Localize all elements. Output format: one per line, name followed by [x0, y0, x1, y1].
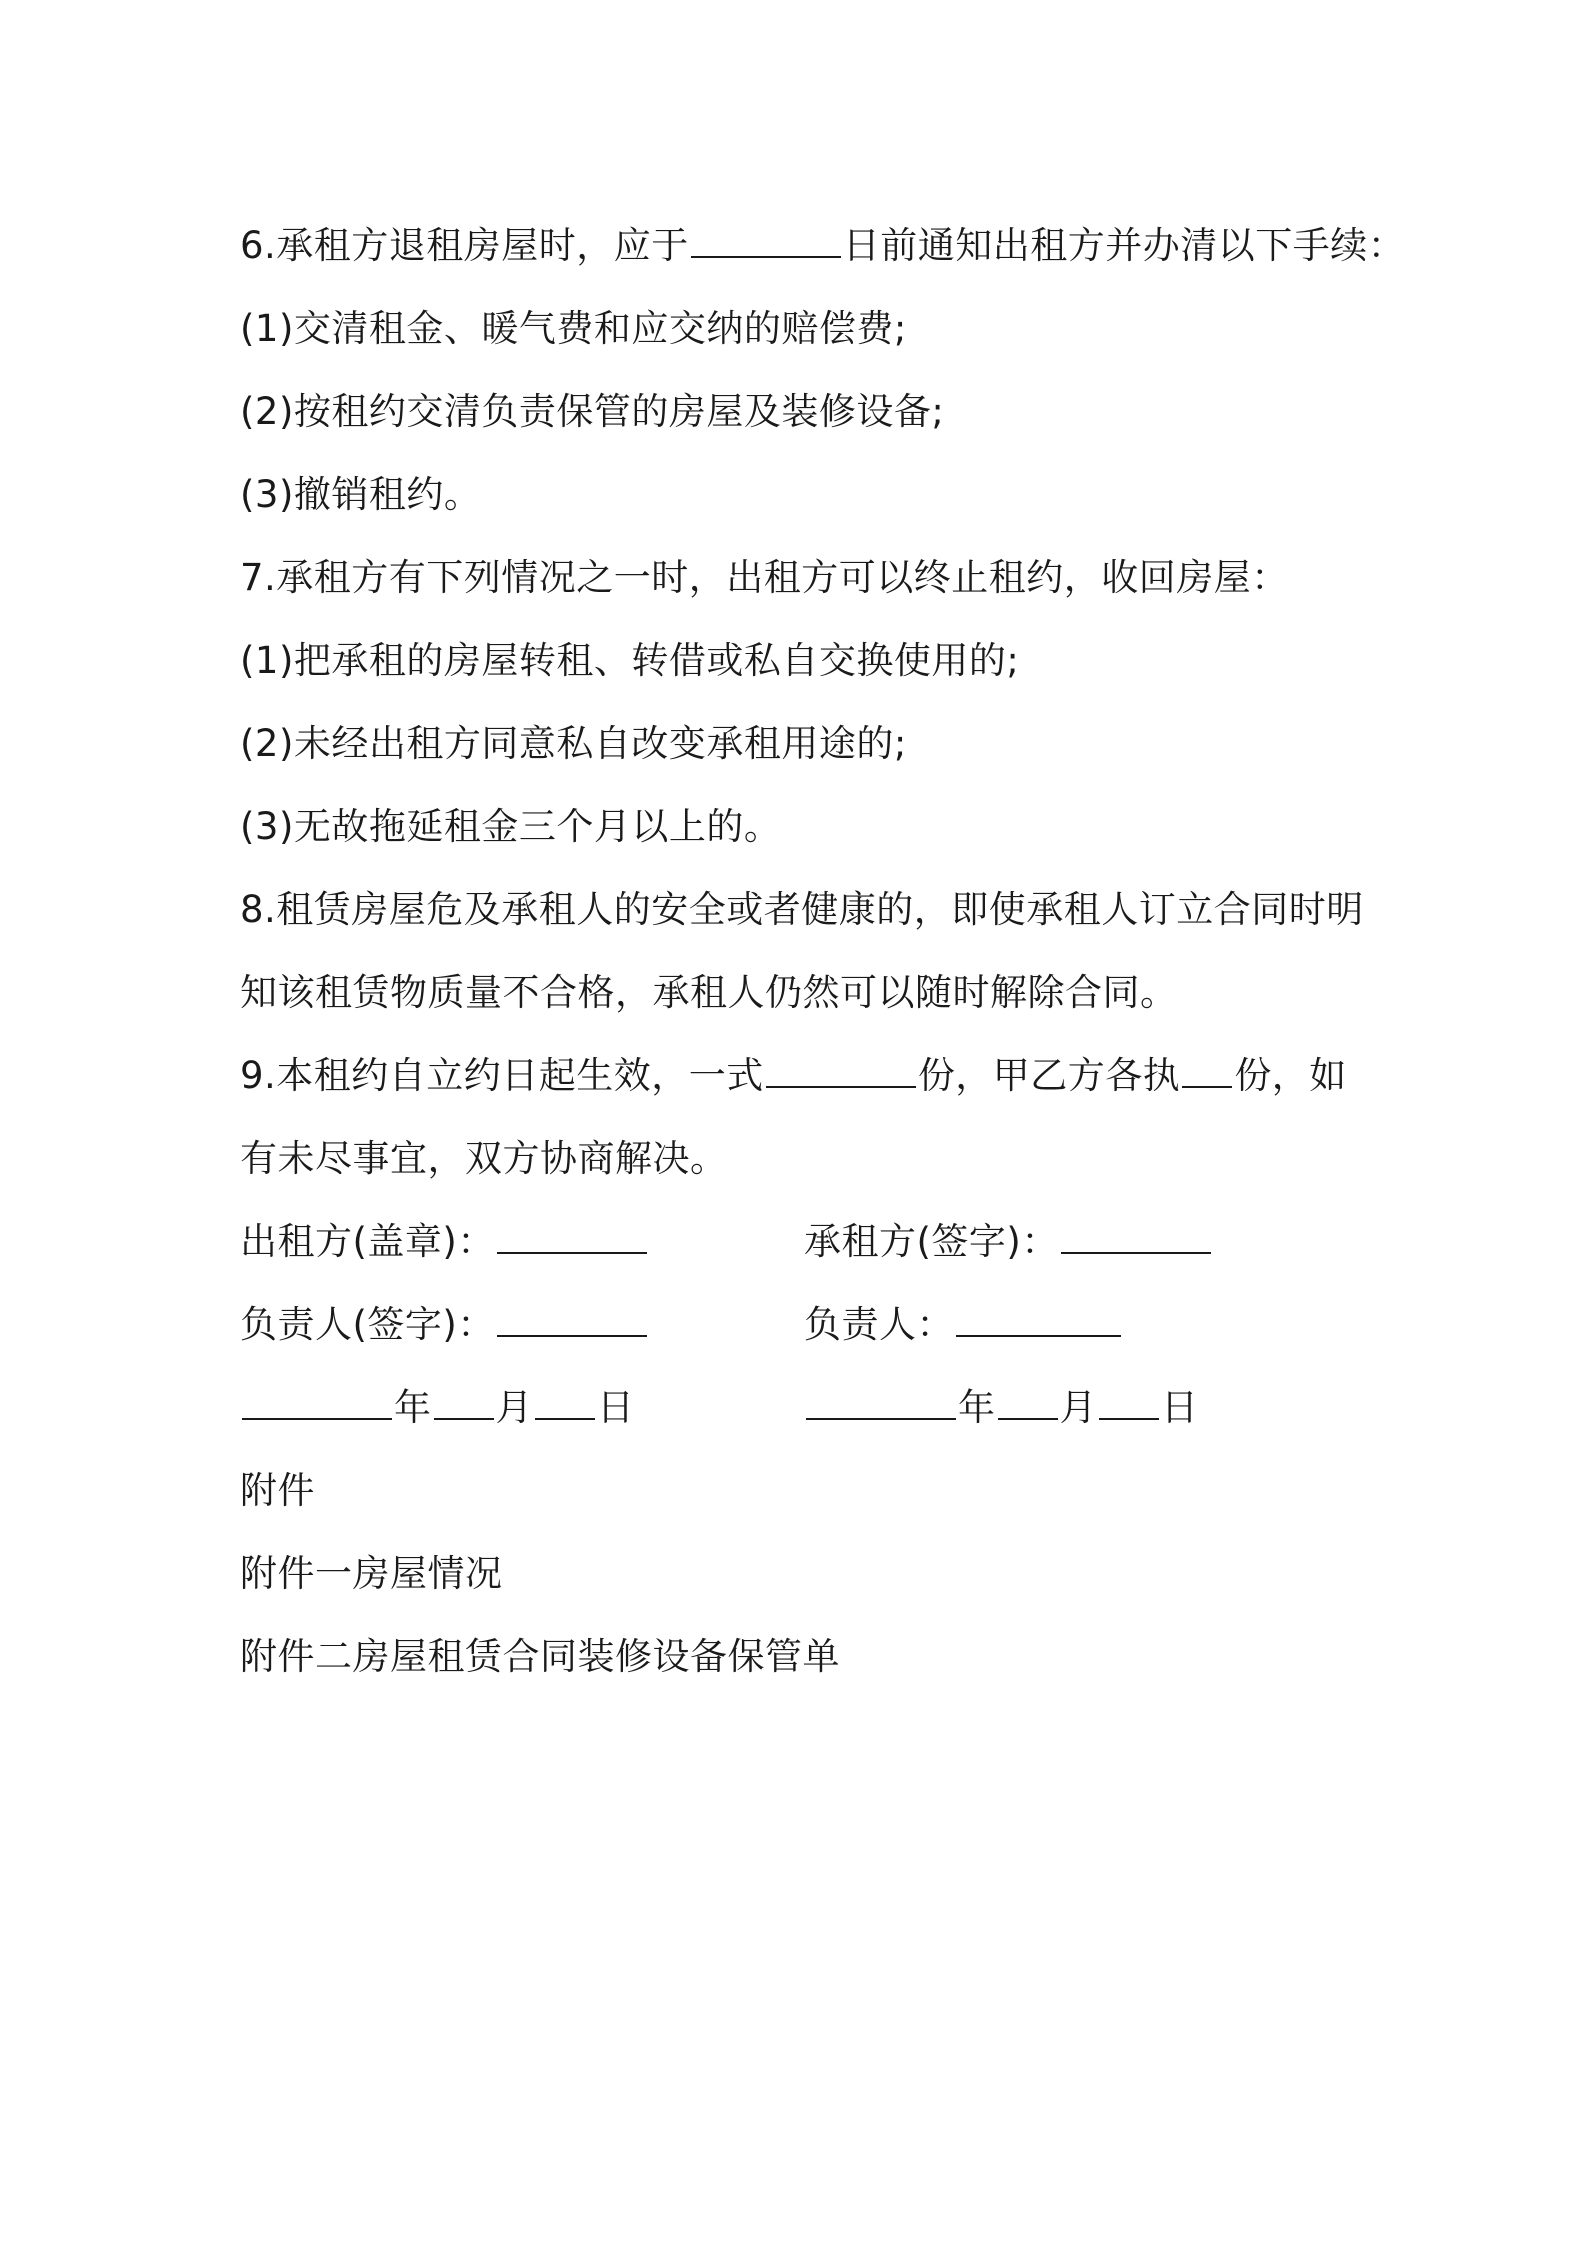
clause-6	[240, 204, 1406, 287]
clause-6-item-2: (2)按租约交清负责保管的房屋及装修设备;	[240, 390, 945, 433]
lessor-month-label: 月	[495, 1386, 533, 1429]
lessor-seal-field	[240, 1200, 649, 1283]
contract-page	[240, 204, 1406, 1698]
signature-row-1	[240, 1200, 1360, 1283]
lessor-day-label: 日	[597, 1386, 635, 1429]
lessee-rep-field	[804, 1283, 1123, 1366]
clause-9	[240, 1034, 1360, 1117]
clause-6-tail: 日前通知出租方并办清以下手续：	[842, 224, 1406, 267]
clause-7: 7.承租方有下列情况之一时，出租方可以终止租约，收回房屋：	[240, 556, 1289, 599]
lessor-seal-blank	[497, 1210, 647, 1254]
clause-7-item-2: (2)未经出租方同意私自改变承租用途的;	[240, 722, 907, 765]
lessee-rep-blank	[956, 1293, 1121, 1337]
clause-6-item-3: (3)撤销租约。	[240, 473, 482, 516]
clause-9-part-1: 9.本租约自立约日起生效，一式	[240, 1054, 764, 1097]
lessee-day-label: 日	[1161, 1386, 1199, 1429]
attachment-2: 附件二房屋租赁合同装修设备保管单	[240, 1635, 840, 1678]
lessor-year-blank	[242, 1376, 392, 1420]
clause-9-part-3: 份，如	[1234, 1054, 1347, 1097]
lessor-date	[240, 1366, 635, 1449]
lessee-rep-label: 负责人：	[804, 1303, 954, 1346]
attachments-heading: 附件	[240, 1469, 315, 1512]
notice-days-blank	[691, 214, 841, 258]
copies-each-blank	[1182, 1044, 1232, 1088]
lessee-year-blank	[806, 1376, 956, 1420]
lessee-date	[804, 1366, 1199, 1449]
lessor-day-blank	[535, 1376, 595, 1420]
clause-7-item-3: (3)无故拖延租金三个月以上的。	[240, 805, 782, 848]
lessor-rep-label: 负责人(签字)：	[240, 1303, 495, 1346]
clause-8-line-1: 8.租赁房屋危及承租人的安全或者健康的，即使承租人订立合同时明	[240, 888, 1364, 931]
lessee-year-label: 年	[958, 1386, 996, 1429]
clause-6-item-1: (1)交清租金、暖气费和应交纳的赔偿费;	[240, 307, 907, 350]
clause-9-part-2: 份，甲乙方各执	[917, 1054, 1181, 1097]
lessor-seal-label: 出租方(盖章)：	[240, 1220, 495, 1263]
signature-row-2	[240, 1283, 1360, 1366]
date-row	[240, 1366, 1360, 1449]
lessee-sign-label: 承租方(签字)：	[804, 1220, 1059, 1263]
attachment-1: 附件一房屋情况	[240, 1552, 503, 1595]
lessor-year-label: 年	[394, 1386, 432, 1429]
lessee-sign-field	[804, 1200, 1213, 1283]
clause-6-lead: 6.承租方退租房屋时，应于	[240, 224, 689, 267]
clause-7-item-1: (1)把承租的房屋转租、转借或私自交换使用的;	[240, 639, 1020, 682]
copies-count-blank	[766, 1044, 916, 1088]
lessor-rep-blank	[497, 1293, 647, 1337]
lessor-rep-field	[240, 1283, 649, 1366]
lessee-month-label: 月	[1059, 1386, 1097, 1429]
clause-9-line-2: 有未尽事宜，双方协商解决。	[240, 1137, 728, 1180]
clause-8-line-2: 知该租赁物质量不合格，承租人仍然可以随时解除合同。	[240, 971, 1178, 1014]
lessee-month-blank	[998, 1376, 1058, 1420]
lessor-month-blank	[434, 1376, 494, 1420]
lessee-day-blank	[1099, 1376, 1159, 1420]
lessee-sign-blank	[1061, 1210, 1211, 1254]
